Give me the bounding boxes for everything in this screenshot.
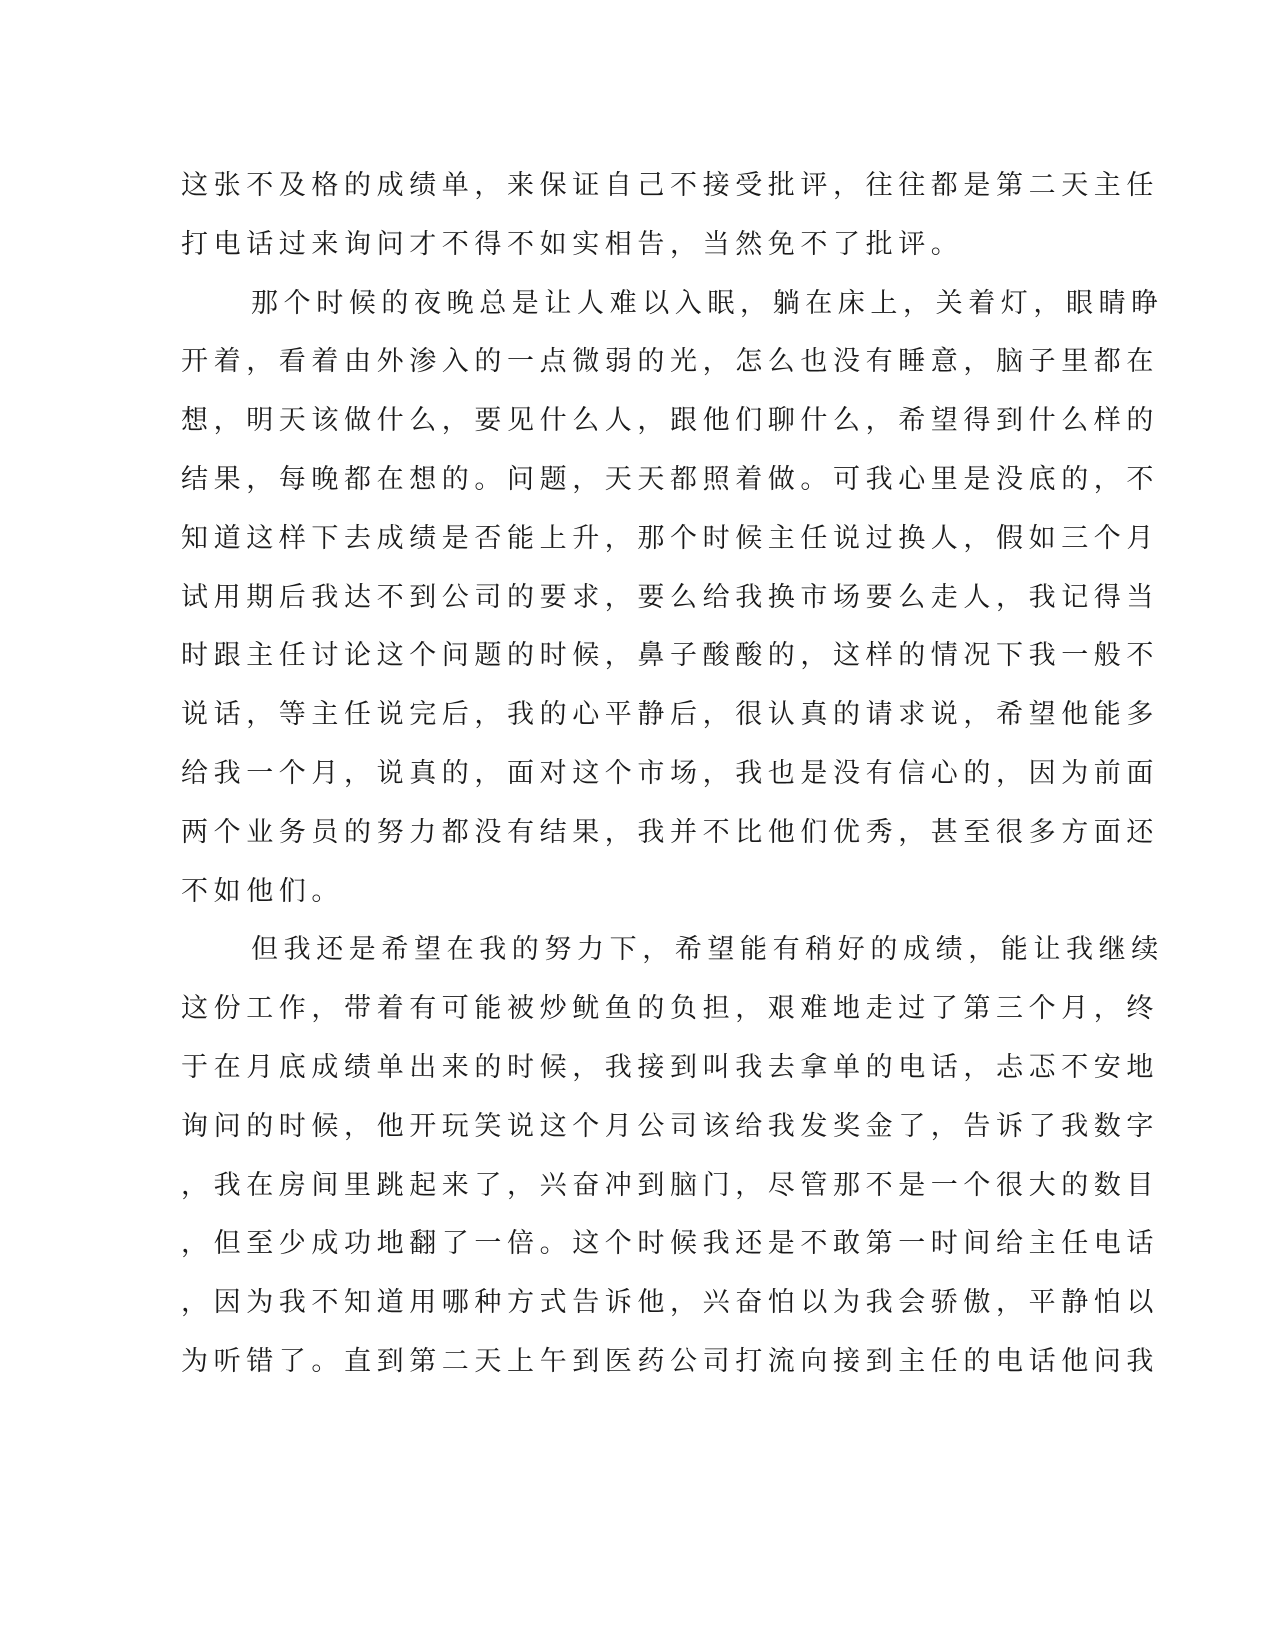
paragraph-first-line: 但我还是希望在我的努力下，希望能有稍好的成绩，能让我继续 xyxy=(251,934,1164,966)
paragraph-first-line: 那个时候的夜晚总是让人难以入眠，躺在床上，关着灯，眼睛睁 xyxy=(251,287,1164,319)
text-line: ，因为我不知道用哪种方式告诉他，兴奋怕以为我会骄傲，平静怕以 xyxy=(181,1287,1159,1319)
text-line: ，但至少成功地翻了一倍。这个时候我还是不敢第一时间给主任电话 xyxy=(181,1228,1159,1260)
text-line: 不如他们。 xyxy=(181,875,344,907)
text-line: 给我一个月，说真的，面对这个市场，我也是没有信心的，因为前面 xyxy=(181,757,1159,789)
text-line: 打电话过来询问才不得不如实相告，当然免不了批评。 xyxy=(181,228,964,260)
body-text xyxy=(181,157,1164,1392)
text-line: 试用期后我达不到公司的要求，要么给我换市场要么走人，我记得当 xyxy=(181,581,1159,613)
text-line: ，我在房间里跳起来了，兴奋冲到脑门，尽管那不是一个很大的数目 xyxy=(181,1169,1159,1201)
text-line: 时跟主任讨论这个问题的时候，鼻子酸酸的，这样的情况下我一般不 xyxy=(181,640,1159,672)
text-line: 这份工作，带着有可能被炒鱿鱼的负担，艰难地走过了第三个月，终 xyxy=(181,993,1159,1025)
text-line: 说话，等主任说完后，我的心平静后，很认真的请求说，希望他能多 xyxy=(181,699,1159,731)
text-line: 为听错了。直到第二天上午到医药公司打流向接到主任的电话他问我 xyxy=(181,1345,1159,1377)
text-line: 于在月底成绩单出来的时候，我接到叫我去拿单的电话，忐忑不安地 xyxy=(181,1051,1159,1083)
text-line: 结果，每晚都在想的。问题，天天都照着做。可我心里是没底的，不 xyxy=(181,463,1159,495)
text-line: 开着，看着由外渗入的一点微弱的光，怎么也没有睡意，脑子里都在 xyxy=(181,346,1159,378)
text-line: 想，明天该做什么，要见什么人，跟他们聊什么，希望得到什么样的 xyxy=(181,405,1159,437)
text-line: 知道这样下去成绩是否能上升，那个时候主任说过换人，假如三个月 xyxy=(181,522,1159,554)
text-line: 这张不及格的成绩单，来保证自己不接受批评，往往都是第二天主任 xyxy=(181,170,1159,201)
text-line: 询问的时候，他开玩笑说这个月公司该给我发奖金了，告诉了我数字 xyxy=(181,1110,1159,1142)
text-line: 两个业务员的努力都没有结果，我并不比他们优秀，甚至很多方面还 xyxy=(181,816,1159,848)
